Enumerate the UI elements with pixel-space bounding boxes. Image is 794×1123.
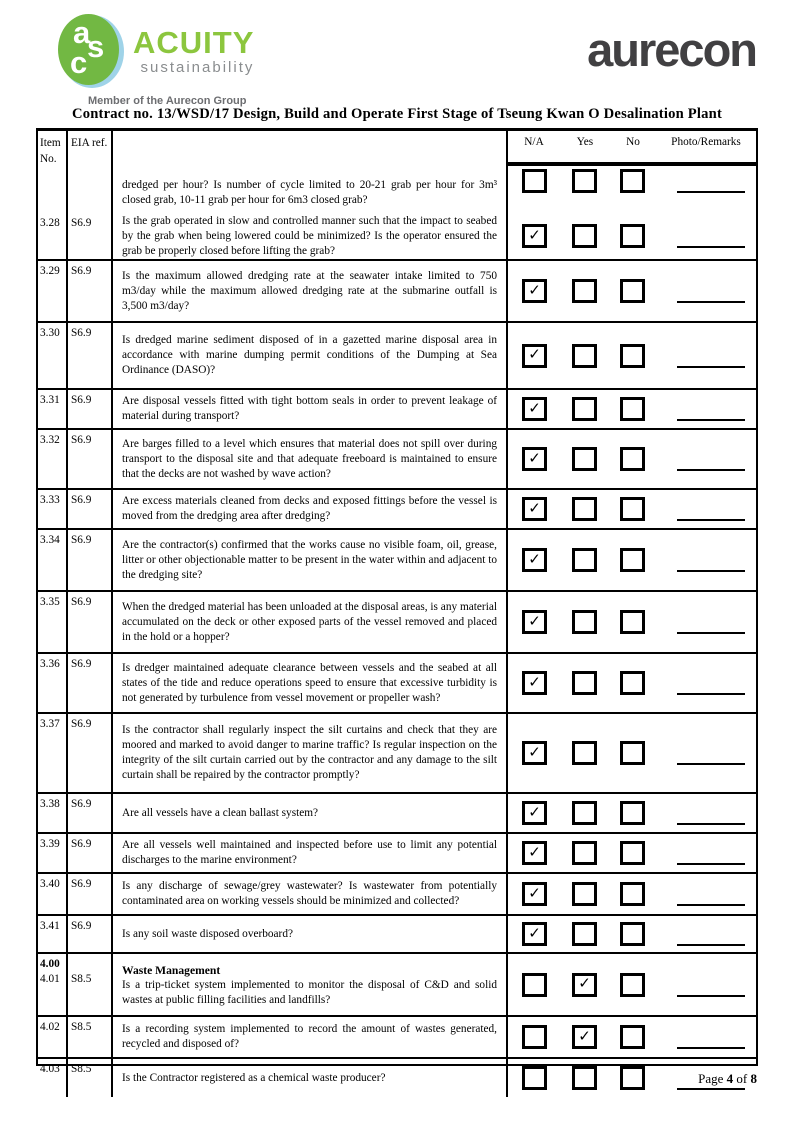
remarks-line[interactable] (677, 763, 745, 765)
eia-ref-cell (68, 213, 113, 259)
checkbox-na[interactable] (522, 169, 547, 193)
checkbox-no[interactable] (620, 169, 645, 193)
checkbox-yes[interactable] (572, 741, 597, 765)
table-row (38, 792, 756, 832)
remarks-line[interactable] (677, 570, 745, 572)
question-cell (113, 874, 508, 914)
checkbox-na[interactable] (522, 344, 547, 368)
answer-column-headers (508, 131, 756, 166)
check-mark-icon: ✓ (528, 551, 541, 568)
eia-ref-header (68, 131, 113, 213)
check-mark-icon: ✓ (528, 450, 541, 467)
checkbox-no[interactable] (620, 1025, 645, 1049)
checkbox-na[interactable] (522, 397, 547, 421)
section-title: Waste Management (122, 964, 221, 977)
checkbox-group (508, 801, 756, 825)
question-text: Are excess materials cleaned from decks and exposed fittings before the vessel is moved from the dredging area after dredging? (122, 495, 497, 522)
eia-ref-cell (68, 916, 113, 952)
remarks-line[interactable] (677, 301, 745, 303)
item-header-line1: Item (40, 137, 61, 149)
item-number: 4.03 (40, 1063, 60, 1075)
answer-cell (508, 954, 756, 1015)
acuity-letter-s: s (87, 29, 105, 64)
remarks-line[interactable] (677, 419, 745, 421)
question-cell (113, 1017, 508, 1057)
checkbox-yes[interactable] (572, 224, 597, 248)
aurecon-logo (587, 23, 756, 76)
answer-cell (508, 834, 756, 872)
acuity-logo (58, 14, 254, 107)
answer-cell (508, 530, 756, 590)
checkbox-yes[interactable] (572, 882, 597, 906)
na-header: N/A (524, 136, 544, 148)
checkbox-yes[interactable] (572, 841, 597, 865)
checkbox-yes[interactable] (572, 1025, 597, 1049)
check-mark-icon: ✓ (528, 500, 541, 517)
answer-cell (508, 261, 756, 321)
checkbox-na[interactable] (522, 882, 547, 906)
remarks-line[interactable] (677, 863, 745, 865)
eia-ref: S6.9 (71, 596, 92, 608)
checkbox-no[interactable] (620, 801, 645, 825)
checkbox-group (508, 397, 756, 421)
question-text: Is any discharge of sewage/grey wastewater? Is wastewater from potentially contaminated area on working vessels should be minimized and collected? (122, 880, 497, 907)
item-number: 3.30 (40, 327, 60, 339)
item-number: 3.41 (40, 920, 60, 932)
table-row (38, 712, 756, 792)
checkbox-no[interactable] (620, 344, 645, 368)
check-mark-icon: ✓ (578, 1028, 591, 1045)
checkbox-yes[interactable] (572, 610, 597, 634)
check-mark-icon: ✓ (578, 976, 591, 992)
remarks-line[interactable] (677, 995, 745, 997)
remarks-line[interactable] (677, 1047, 745, 1049)
acuity-letter-a: a (73, 15, 91, 50)
question-cell (113, 654, 508, 712)
checkbox-yes[interactable] (572, 279, 597, 303)
check-mark-icon: ✓ (528, 885, 541, 902)
item-no-cell (38, 916, 68, 952)
question-cell (113, 430, 508, 488)
question-text: Are barges filled to a level which ensures that material does not spill over during transport to the disposal site and that adequate freeboard is maintained to ensure that the decks are not washed by wave action? (122, 437, 497, 480)
table-row (38, 590, 756, 652)
answer-cell (508, 874, 756, 914)
check-mark-icon: ✓ (528, 347, 541, 363)
checkbox-yes[interactable] (572, 397, 597, 421)
item-no-cell (38, 592, 68, 652)
question-cell (113, 714, 508, 792)
remarks-line[interactable] (677, 469, 745, 471)
answer-cell (508, 430, 756, 488)
remarks-line[interactable] (677, 823, 745, 825)
remarks-line[interactable] (677, 366, 745, 368)
table-row (38, 321, 756, 388)
question-text: Are all vessels have a clean ballast system? (122, 806, 319, 819)
acuity-subtitle: sustainability (140, 59, 255, 76)
remarks-line[interactable] (677, 904, 745, 906)
table-row (38, 652, 756, 712)
question-text: dredged per hour? Is number of cycle limited to 20-21 grab per hour for 3m³ closed grab, 10-11 grab per hour for 6m3 closed grab? (122, 179, 497, 206)
table-row (38, 388, 756, 428)
item-number: 3.34 (40, 534, 60, 546)
item-no-cell (38, 1059, 68, 1097)
acuity-wordmark: ACUITY (133, 25, 255, 60)
eia-ref: S6.9 (71, 838, 92, 850)
item-number: 4.02 (40, 1021, 60, 1033)
answer-cell (508, 390, 756, 428)
question-cell (113, 261, 508, 321)
continuation-question-cell (113, 131, 508, 213)
item-no-cell (38, 794, 68, 832)
checkbox-yes[interactable] (572, 497, 597, 521)
checkbox-na[interactable] (522, 1025, 547, 1049)
checkbox-group (508, 279, 756, 303)
checkbox-yes[interactable] (572, 973, 597, 997)
eia-ref-cell (68, 490, 113, 528)
checkbox-group (508, 922, 756, 946)
table-row (38, 213, 756, 259)
table-row (38, 488, 756, 528)
eia-ref: S6.9 (71, 434, 92, 446)
checkbox-group (508, 741, 756, 765)
check-mark-icon: ✓ (528, 282, 541, 299)
item-no-cell (38, 430, 68, 488)
checkbox-yes[interactable] (572, 671, 597, 695)
eia-ref-cell (68, 794, 113, 832)
acuity-monogram-icon (58, 14, 124, 88)
eia-ref: S6.9 (71, 718, 92, 730)
check-mark-icon: ✓ (528, 674, 541, 691)
eia-ref-cell (68, 592, 113, 652)
checkbox-na[interactable] (522, 973, 547, 997)
question-text: Is the maximum allowed dredging rate at the seawater intake limited to 750 m3/day while the maximum allowed dredging rate at the submarine outfall is 3,500 m3/day? (122, 269, 497, 312)
remarks-line[interactable] (677, 191, 745, 193)
table-row (38, 872, 756, 914)
eia-ref: S6.9 (71, 327, 92, 339)
eia-ref-cell (68, 714, 113, 792)
table-row (38, 259, 756, 321)
checkbox-no[interactable] (620, 741, 645, 765)
question-text: Are disposal vessels fitted with tight bottom seals in order to prevent leakage of material during transport? (122, 395, 497, 422)
eia-ref-cell (68, 261, 113, 321)
table-row (38, 832, 756, 872)
answer-cell (508, 794, 756, 832)
question-cell (113, 323, 508, 388)
answer-cell (508, 213, 756, 259)
item-no-cell (38, 654, 68, 712)
eia-ref: S6.9 (71, 217, 92, 229)
question-text: Are the contractor(s) confirmed that the works cause no visible foam, oil, grease, litter or other objectionable matter to be present in the water within and adjacent to the dredging site? (122, 538, 497, 581)
checkbox-na[interactable] (522, 447, 547, 471)
checkbox-no[interactable] (620, 1066, 645, 1090)
checkbox-yes[interactable] (572, 447, 597, 471)
question-cell (113, 490, 508, 528)
table-row (38, 528, 756, 590)
question-text: Is a recording system implemented to record the amount of wastes generated, recycled and disposed of? (122, 1023, 497, 1050)
checkbox-na[interactable] (522, 801, 547, 825)
eia-ref-cell (68, 530, 113, 590)
remarks-line[interactable] (677, 246, 745, 248)
checkbox-na[interactable] (522, 841, 547, 865)
question-cell (113, 1059, 508, 1097)
question-text: Is the grab operated in slow and controlled manner such that the impact to seabed by the grab when being lowered could be minimized? Is the operator ensured the grab be properly closed before lifting the grab? (122, 214, 497, 257)
answer-cell (508, 654, 756, 712)
table-row (38, 1057, 756, 1097)
eia-ref: S6.9 (71, 494, 92, 506)
item-no-cell (38, 530, 68, 590)
checkbox-group (508, 610, 756, 634)
item-no-cell (38, 714, 68, 792)
checkbox-no[interactable] (620, 973, 645, 997)
remarks-line[interactable] (677, 944, 745, 946)
acuity-letter-c: c (70, 45, 88, 80)
question-cell (113, 954, 508, 1015)
item-no-header (38, 131, 68, 213)
remarks-line[interactable] (677, 693, 745, 695)
checkbox-na[interactable] (522, 548, 547, 572)
eia-ref-cell (68, 654, 113, 712)
checkbox-na[interactable] (522, 1066, 547, 1090)
question-text: Is any soil waste disposed overboard? (122, 927, 293, 940)
checkbox-no[interactable] (620, 224, 645, 248)
section-item-number: 4.00 (40, 958, 60, 970)
item-header-line2: No. (40, 153, 57, 165)
item-no-cell (38, 261, 68, 321)
eia-header-label: EIA ref. (71, 137, 108, 149)
checkbox-na[interactable] (522, 224, 547, 248)
checkbox-group (508, 671, 756, 695)
question-text: Is a trip-ticket system implemented to monitor the disposal of C&D and solid wastes at public filling facilities and landfills? (122, 979, 497, 1006)
eia-ref-cell (68, 390, 113, 428)
item-no-cell (38, 490, 68, 528)
question-cell (113, 213, 508, 259)
item-no-cell (38, 323, 68, 388)
eia-ref-cell (68, 954, 113, 1015)
question-text: Is the Contractor registered as a chemical waste producer? (122, 1071, 386, 1084)
checkbox-na[interactable] (522, 610, 547, 634)
question-text: When the dredged material has been unloaded at the disposal areas, is any material accumulated on the deck or other exposed parts of the vessel removed and placed in the hold or a hopper? (122, 600, 497, 643)
item-number: 4.01 (40, 973, 60, 985)
eia-ref: S6.9 (71, 394, 92, 406)
checkbox-group (508, 841, 756, 865)
checkbox-group (508, 344, 756, 368)
checkbox-group (508, 1025, 756, 1049)
table-row (38, 1015, 756, 1057)
item-no-cell (38, 954, 68, 1015)
eia-ref: S8.5 (71, 1021, 92, 1033)
checkbox-na[interactable] (522, 671, 547, 695)
eia-ref: S6.9 (71, 658, 92, 670)
photo-remarks-header: Photo/Remarks (671, 136, 741, 148)
check-mark-icon: ✓ (528, 227, 541, 244)
question-text: Is the contractor shall regularly inspect the silt curtains and check that they are moored and marked to avoid danger to marine traffic? Is regular inspection on the integrity of the silt curtain carried out by the contractor and any damage to the silt curtain shall be repaired by the contractor promptly? (122, 724, 497, 781)
table-header-row (38, 131, 756, 213)
item-number: 3.37 (40, 718, 60, 730)
checkbox-no[interactable] (620, 671, 645, 695)
answer-cell (508, 916, 756, 952)
checkbox-group (508, 548, 756, 572)
yes-header: Yes (576, 136, 594, 148)
checkbox-no[interactable] (620, 497, 645, 521)
item-number: 3.29 (40, 265, 60, 277)
checkbox-yes[interactable] (572, 922, 597, 946)
item-number: 3.31 (40, 394, 60, 406)
eia-ref-cell (68, 834, 113, 872)
question-cell (113, 794, 508, 832)
checkbox-no[interactable] (620, 882, 645, 906)
checkbox-no[interactable] (620, 922, 645, 946)
page-title: Contract no. 13/WSD/17 Design, Build and Operate First Stage of Tseung Kwan O Desalination Plant (71, 106, 723, 122)
item-no-cell (38, 834, 68, 872)
answer-cell (508, 592, 756, 652)
checkbox-no[interactable] (620, 279, 645, 303)
item-no-cell (38, 874, 68, 914)
eia-ref-cell (68, 1017, 113, 1057)
checkbox-group (508, 169, 756, 193)
check-mark-icon: ✓ (528, 925, 541, 942)
remarks-line[interactable] (677, 519, 745, 521)
checkbox-group (508, 882, 756, 906)
item-number: 3.35 (40, 596, 60, 608)
check-mark-icon: ✓ (528, 804, 541, 821)
checkbox-group (508, 973, 756, 997)
checkbox-na[interactable] (522, 497, 547, 521)
checkbox-yes[interactable] (572, 548, 597, 572)
check-mark-icon: ✓ (528, 744, 541, 761)
item-number: 3.38 (40, 798, 60, 810)
checkbox-na[interactable] (522, 922, 547, 946)
eia-ref: S6.9 (71, 265, 92, 277)
question-cell (113, 390, 508, 428)
check-mark-icon: ✓ (528, 844, 541, 861)
item-number: 3.28 (40, 217, 60, 229)
checkbox-group (508, 497, 756, 521)
checkbox-group (508, 224, 756, 248)
check-mark-icon: ✓ (528, 613, 541, 630)
page-number: Page 4 of 8 (698, 1071, 757, 1086)
eia-ref: S6.9 (71, 534, 92, 546)
checkbox-yes[interactable] (572, 801, 597, 825)
table-row (38, 914, 756, 952)
eia-ref: S8.5 (71, 1063, 92, 1075)
eia-ref: S6.9 (71, 878, 92, 890)
eia-ref-cell (68, 1059, 113, 1097)
checkbox-na[interactable] (522, 741, 547, 765)
question-text: Is dredged marine sediment disposed of in a gazetted marine disposal area in accordance with marine dumping permit conditions of the Dumping at Sea Ordinance (DASO)? (122, 334, 497, 376)
item-number: 3.40 (40, 878, 60, 890)
question-text: Is dredger maintained adequate clearance between vessels and the seabed at all states of the tide and reduce operations speed to ensure that excessive turbidity is not generated by turbulence from vessel movement or propeller wash? (122, 661, 497, 704)
item-number: 3.36 (40, 658, 60, 670)
answer-cell (508, 1017, 756, 1057)
item-no-cell (38, 390, 68, 428)
checkbox-no[interactable] (620, 610, 645, 634)
acuity-tagline: Member of the Aurecon Group (88, 95, 247, 107)
item-number: 3.39 (40, 838, 60, 850)
question-text: Are all vessels well maintained and inspected before use to limit any potential discharges to the marine environment? (122, 839, 497, 866)
no-header: No (626, 136, 640, 148)
eia-ref-cell (68, 430, 113, 488)
question-cell (113, 592, 508, 652)
checkbox-na[interactable] (522, 279, 547, 303)
remarks-line[interactable] (677, 1088, 745, 1090)
answer-header-cell (508, 131, 756, 213)
checkbox-group (508, 447, 756, 471)
answer-cell (508, 714, 756, 792)
checkbox-yes[interactable] (572, 344, 597, 368)
eia-ref-cell (68, 323, 113, 388)
checkbox-no[interactable] (620, 397, 645, 421)
checkbox-no[interactable] (620, 841, 645, 865)
eia-ref: S6.9 (71, 798, 92, 810)
item-number: 3.33 (40, 494, 60, 506)
answer-cell (508, 490, 756, 528)
question-cell (113, 834, 508, 872)
eia-ref: S6.9 (71, 920, 92, 932)
check-mark-icon: ✓ (528, 400, 541, 417)
checkbox-no[interactable] (620, 447, 645, 471)
question-cell (113, 530, 508, 590)
table-row (38, 428, 756, 488)
question-cell (113, 916, 508, 952)
checkbox-no[interactable] (620, 548, 645, 572)
eia-ref: S8.5 (71, 973, 92, 985)
item-number: 3.32 (40, 434, 60, 446)
table-row (38, 952, 756, 1015)
item-no-cell (38, 213, 68, 259)
checkbox-yes[interactable] (572, 1066, 597, 1090)
remarks-line[interactable] (677, 632, 745, 634)
item-no-cell (38, 1017, 68, 1057)
answer-cell (508, 323, 756, 388)
eia-ref-cell (68, 874, 113, 914)
aurecon-wordmark: aurecon (587, 23, 756, 76)
checkbox-yes[interactable] (572, 169, 597, 193)
